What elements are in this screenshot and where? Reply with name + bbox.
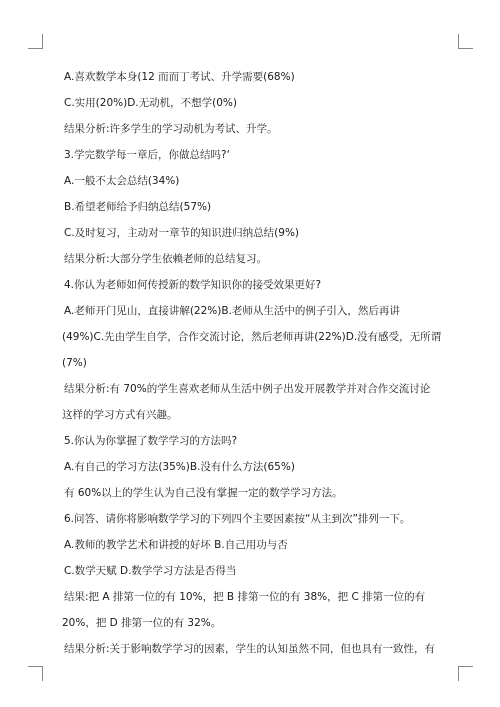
option-a-line: A.喜欢数学本身(12 而而丁考试、升学需要(68%) [64,71,295,83]
q4-analysis-line-1: 结果分析:有 70%的学生喜欢老师从生活中例子出发开展教学并对合作交流讨论 [64,383,431,395]
question-5: 5.你认为你掌握了数学学习的方法吗? [64,435,238,447]
q6-result-line-2: 20%，把 D 排第一位的有 32%。 [62,617,222,629]
q3-option-b: B.希望老师给予归纳总结(57%) [64,201,212,213]
q6-result-line-1: 结果:把 A 排第一位的有 10%，把 B 排第一位的有 38%，把 C 排第一位的有 [64,591,426,603]
q3-analysis: 结果分析:大部分学生依赖老师的总结复习。 [64,253,268,265]
q3-option-c: C.及时复习，主动对一章节的知识进归纳总结(9%) [64,227,300,239]
q6-options-cd: C.数学天赋 D.数学学习方法是否得当 [64,565,237,577]
question-3: 3.学完数学每一章后，你做总结吗?‘ [64,149,230,161]
q4-options-line-3: (7%) [62,357,87,369]
question-4: 4.你认为老师如何传授新的数学知识你的接受效果更好? [64,279,322,291]
q5-options: A.有自己的学习方法(35%)B.没有什么方法(65%) [64,461,295,473]
question-6: 6.问答、请你将影响数学学习的下列四个主要因素按“从主到次”排列一下。 [64,513,411,525]
q4-analysis-line-2: 这样的学习方式有兴趣。 [62,409,178,421]
q6-options-ab: A.教师的教学艺术和讲授的好坏 B.自己用功与否 [64,539,288,551]
q3-option-a: A.一般不太会总结(34%) [64,175,180,187]
q6-analysis: 结果分析:关于影响数学学习的因素，学生的认知虽然不同，但也具有一致性，有 [64,643,436,655]
q4-options-line-2: (49%)C.先由学生自学，合作交流讨论，然后老师再讲(22%)D.没有感受，无所谓 [62,331,442,343]
q5-analysis: 有 60%以上的学生认为自己没有掌握一定的数学学习方法。 [64,487,343,499]
analysis-line: 结果分析:许多学生的学习动机为考试、升学。 [64,123,278,135]
q4-options-line-1: A.老师开门见山，直接讲解(22%)B.老师从生活中的例子引入，然后再讲 [64,305,400,317]
option-cd-line: C.实用(20%)D.无动机，不想学(0%) [64,97,237,109]
